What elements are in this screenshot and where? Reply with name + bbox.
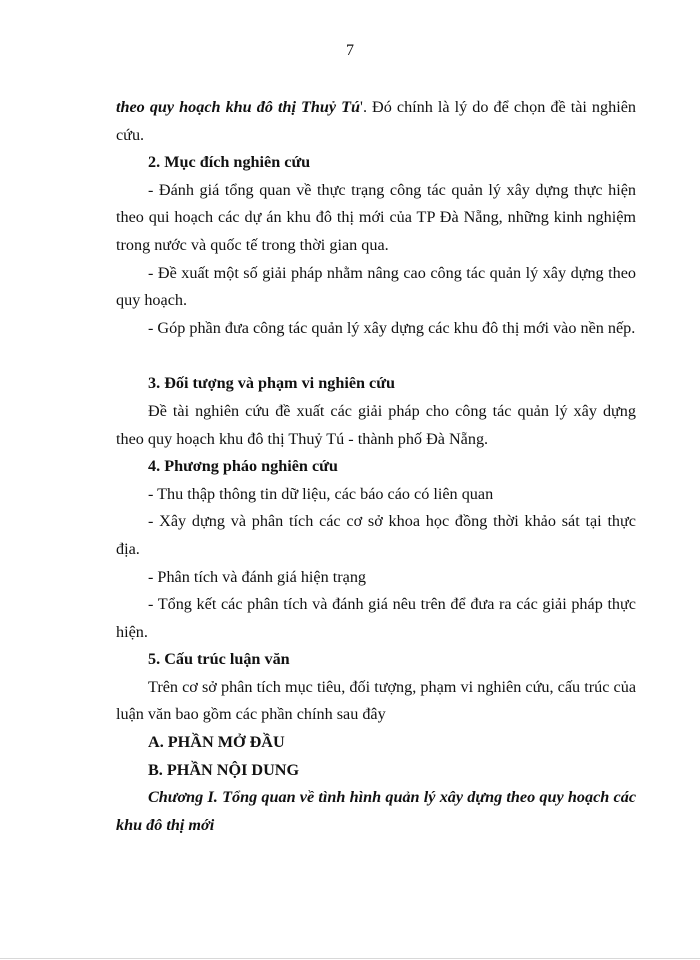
chapter-1-title: Chương I. Tổng quan về tình hình quản lý xây dựng theo quy hoạch các khu đô thị mới: [116, 788, 636, 834]
section-spacer: [116, 342, 636, 370]
section-4-item: - Thu thập thông tin dữ liệu, các báo cáo có liên quan: [148, 484, 494, 503]
section-2-heading: 2. Mục đích nghiên cứu: [148, 153, 311, 172]
section-3-text: Đề tài nghiên cứu đề xuất các giải pháp cho công tác quản lý xây dựng theo quy hoạch khu đô thị Thuỷ Tú - thành phố Đà Nẵng.: [116, 401, 636, 448]
section-4-item: - Xây dựng và phân tích các cơ sở khoa học đồng thời khảo sát tại thực địa.: [116, 512, 636, 558]
section-4-item: - Phân tích và đánh giá hiện trạng: [148, 567, 367, 586]
section-2-item: - Góp phần đưa công tác quản lý xây dựng các khu đô thị mới vào nền nếp.: [148, 318, 636, 337]
page-number: 7: [346, 42, 354, 59]
intro-rest: '. Đó chính là lý do để chọn đề tài nghiên cứu.: [116, 98, 636, 144]
section-3-heading: 3. Đối tượng và phạm vi nghiên cứu: [148, 374, 395, 393]
section-2-item: - Đề xuất một số giải pháp nhằm nâng cao công tác quản lý xây dựng theo quy hoạch.: [116, 263, 636, 310]
intro-emphasis: theo quy hoạch khu đô thị Thuỷ Tú: [116, 98, 361, 116]
section-4-item: - Tổng kết các phân tích và đánh giá nêu trên để đưa ra các giải pháp thực hiện.: [116, 595, 636, 641]
page-content: [116, 94, 636, 839]
section-4-heading: 4. Phương pháo nghiên cứu: [148, 457, 338, 476]
part-b-heading: B. PHẦN NỘI DUNG: [148, 760, 300, 779]
page-bottom-edge: [0, 958, 700, 959]
section-5-text: Trên cơ sở phân tích mục tiêu, đối tượng, phạm vi nghiên cứu, cấu trúc của luận văn bao gồm các phần chính sau đây: [116, 677, 636, 724]
part-a-heading: A. PHẦN MỞ ĐẦU: [148, 733, 285, 752]
section-5-heading: 5. Cấu trúc luận văn: [148, 650, 290, 669]
intro-paragraph: [116, 94, 636, 149]
section-2-item: - Đánh giá tổng quan về thực trạng công tác quản lý xây dựng thực hiện theo qui hoạch các dự án khu đô thị mới của TP Đà Nẵng, những kinh nghiệm trong nước và quốc tế trong thời gian qua.: [116, 180, 636, 254]
